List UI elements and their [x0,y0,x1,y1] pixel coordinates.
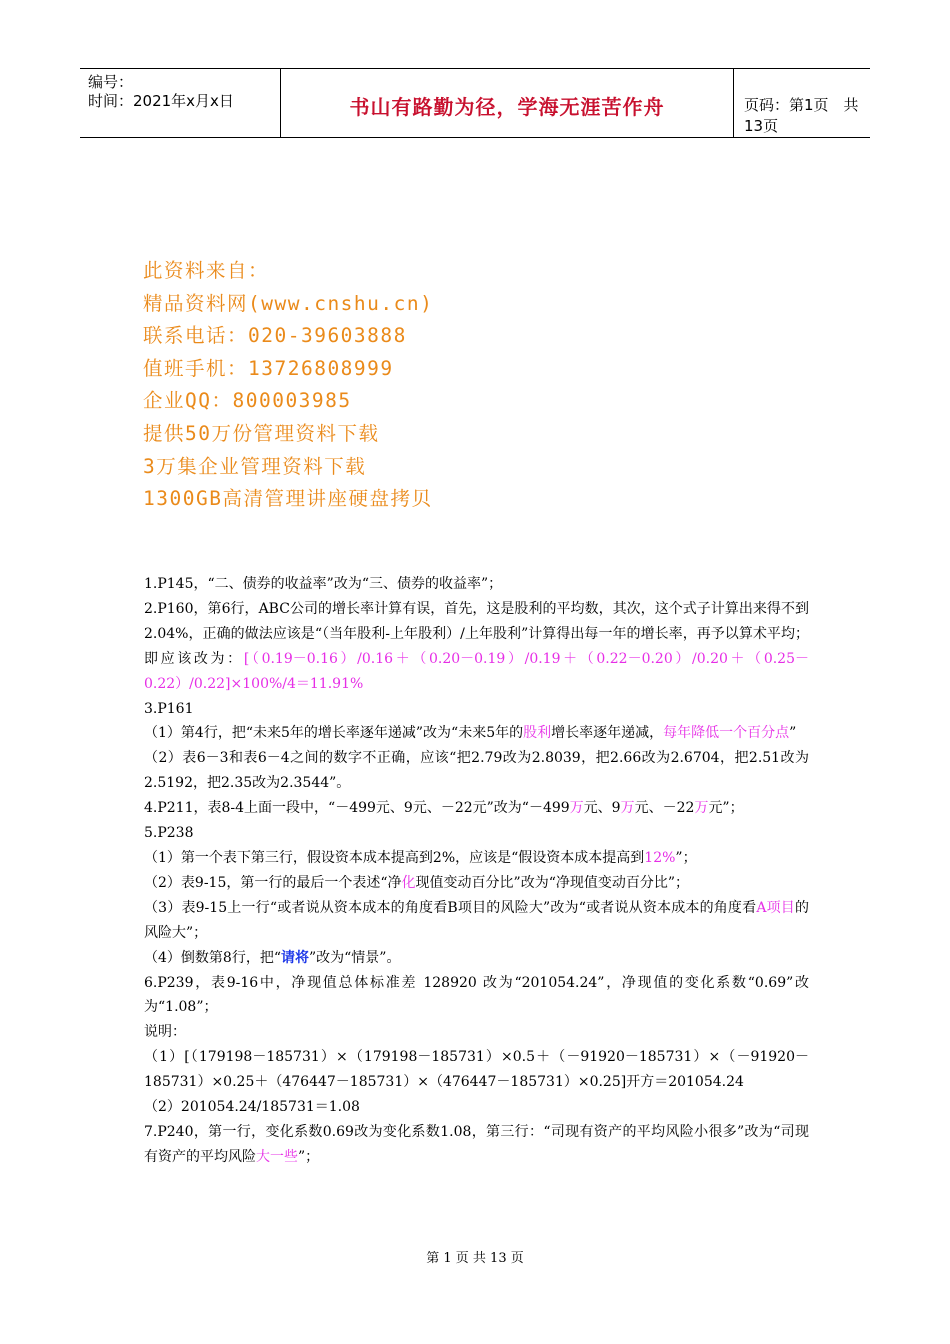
paragraph [144,597,809,697]
text-run: （4）倒数第8行，把“ [144,949,281,966]
text-run: 的风险大”； [144,899,809,941]
paragraph [144,721,809,746]
highlighted-text: 请将 [280,949,309,966]
date-label: 时间：2021年x月x日 [88,92,234,110]
header-middle-cell [281,69,734,137]
paragraph: （2）201054.24/185731＝1.08 [144,1099,360,1116]
highlighted-text: 每年降低一个百分点 [663,725,790,742]
highlighted-text: [（0.19－0.16）/0.16＋（0.20－0.19）/0.19＋（0.22－0.20）/0.20＋（0.25－0.22）/0.22]×100%/4＝11.91% [144,650,809,692]
text-run: ”； [298,1148,320,1165]
source-line: 提供50万份管理资料下载 [143,421,380,445]
text-run: ”改为“情景”。 [308,949,401,966]
source-line: 企业QQ：800003985 [143,389,352,413]
paragraph: （1）[（179198－185731）×（179198－185731）×0.5＋（－91920－185731）×（－91920－185731）×0.25＋（476447－185731）×（476447－185731）×0.25]开方＝201054.24 [144,1049,809,1091]
highlighted-text: 万 [694,800,709,817]
highlighted-text: 万 [569,800,584,817]
text-run: 现值变动百分比”改为“净现值变动百分比”； [415,874,690,891]
source-info-block [143,255,433,516]
text-run: ” [789,725,797,742]
header-motto: 书山有路勤为径，学海无涯苦作舟 [349,95,665,119]
paragraph [144,871,809,896]
paragraph: 3.P161 [144,700,194,717]
header-left-cell [80,69,281,137]
source-line: 此资料来自： [143,259,270,282]
text-run: 元”； [708,800,744,817]
paragraph: 5.P238 [144,825,194,842]
text-run: 7.P240，第一行，变化系数0.69改为变化系数1.08，第三行：“司现有资产的平均风险小很多”改为“司现有资产的平均风险 [144,1123,809,1165]
text-run: （2）表9-15，第一行的最后一个表述“净 [144,874,402,891]
highlighted-text: 股利 [523,725,552,742]
source-line: 联系电话：020-39603888 [143,324,407,348]
paragraph: （2）表6－3和表6－4之间的数字不正确，应该“把2.79改为2.8039，把2.66改为2.6704，把2.51改为2.5192，把2.35改为2.3544”。 [144,750,809,792]
source-line: 值班手机：13726808999 [143,356,394,380]
text-run: ”； [675,849,697,866]
text-run: （1）第4行，把“未来5年的增长率逐年递减”改为“未来5年的 [144,725,524,742]
paragraph [144,1120,809,1170]
paragraph [144,946,809,971]
text-run: （1）第一个表下第三行，假设资本成本提高到2%，应该是“假设资本成本提高到 [144,849,645,866]
text-run: 4.P211，表8-4上面一段中，“－499元、9元、－22元”改为“－499 [144,800,570,817]
highlighted-text: 化 [401,874,416,891]
text-run: （3）表9-15上一行“或者说从资本成本的角度看B项目的风险大”改为“或者说从资本成本的角度看 [144,899,757,916]
text-run: 增长率逐年递减， [551,725,664,742]
text-run: 元、－22 [634,800,695,817]
source-line: 3万集企业管理资料下载 [143,454,367,478]
text-run: 元、9 [583,800,621,817]
paragraph: 1.P145，“二、债券的收益率”改为“三、债券的收益率”； [144,576,503,592]
highlighted-text: 大一些 [256,1148,298,1165]
highlighted-text: 12% [644,849,676,866]
source-line: 1300GB高清管理讲座硬盘拷贝 [143,487,433,511]
header-table [80,68,870,138]
highlighted-text: A项目 [756,899,795,916]
highlighted-text: 万 [620,800,635,817]
text-run: 2.P160，第6行，ABC公司的增长率计算有误，首先，这是股利的平均数，其次，这个式子计算出来得不到2.04%，正确的做法应该是“（当年股利-上年股利）/上年股利”计算得出每一年的增长率，再予以算术平均；即应该改为： [144,600,809,667]
paragraph: 说明： [144,1024,186,1041]
paragraph [144,846,809,871]
header-right-cell [734,69,870,137]
paragraph: 6.P239，表9-16中，净现值总体标准差 128920 改为“201054.24”，净现值的变化系数“0.69”改为“1.08”； [144,974,809,1016]
paragraph [144,896,809,946]
paragraph [144,796,809,821]
page-footer: 第 1 页 共 13 页 [426,1251,524,1266]
number-label: 编号： [88,73,134,91]
page-info: 页码：第1页 共13页 [744,96,859,135]
document-body [144,572,809,1170]
source-line: 精品资料网(www.cnshu.cn) [143,291,434,315]
